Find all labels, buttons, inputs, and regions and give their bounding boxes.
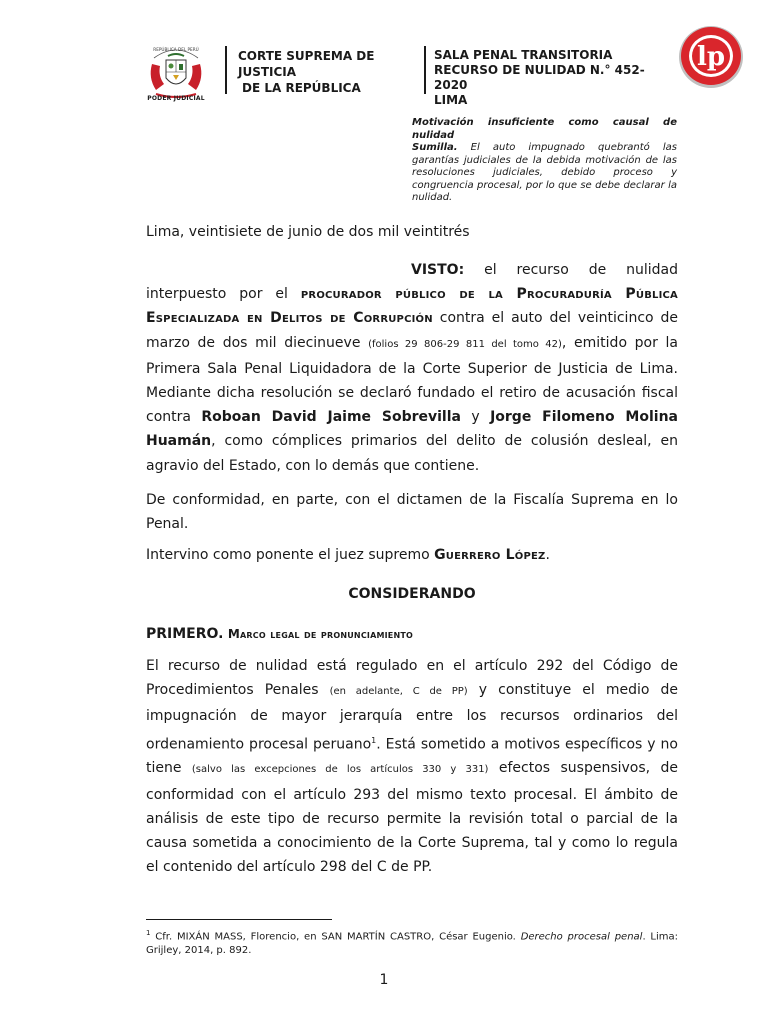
visto-label: VISTO: [411,262,465,278]
svg-text:lp: lp [696,42,726,72]
header-divider [424,46,426,94]
primero-paragraph [146,654,678,879]
ponente-end: . [545,547,550,563]
ponente-paragraph [146,543,678,567]
considerando-heading: CONSIDERANDO [348,586,476,602]
footnote-text-b: . Lima: Grijley, 2014, p. 892. [146,931,679,957]
p4-text-c: . Está sometido a motivos específicos y no tiene [146,736,678,777]
lp-logo [677,24,745,90]
footnote-ref[interactable]: 1 [371,735,377,745]
conformidad-paragraph: De conformidad, en parte, con el dictamen de la Fiscalía Suprema en lo Penal. [146,492,678,533]
sumilla-text: El auto impugnado quebrantó las garantías judiciales de la debida motivación de las resoluciones judiciales, debido proceso y congruencia procesal, por lo que se debe declarar la nulidad. [412,142,678,203]
primero-heading [146,622,678,646]
folios-reference: (folios 29 806-29 811 del tomo 42) [368,338,562,350]
page-number: 1 [379,972,389,988]
primero-title: Marco legal de pronunciamiento [227,627,414,641]
ponente-name: Guerrero López [434,547,546,563]
p1-text-d: , como cómplices primarios del delito de colusión desleal, en agravio del Estado, con lo demás que contiene. [146,433,678,474]
p4-text-a: El recurso de nulidad está regulado en el artículo 292 del Código de Procedimientos Penales [146,658,678,699]
sumilla-label: Sumilla. [412,142,458,153]
case-number: RECURSO DE NULIDAD N.° 452-2020 [434,63,645,92]
defendant-2: Jorge Filomeno Molina Huamán [146,409,678,450]
header-divider [225,46,227,94]
footnote-text-a: Cfr. MIXÁN MASS, Florencio, en SAN MARTÍN CASTRO, César Eugenio. [155,931,516,943]
ponente-text: Intervino como ponente el juez supremo [146,547,430,563]
case-city: LIMA [434,93,468,107]
p4-text-d: efectos suspensivos, de conformidad con el artículo 293 del mismo texto procesal. El ámbito de análisis de este tipo de recurso permite la revisión total o parcial de la causa sometida a conocimiento de la Corte Suprema, tal y como lo regula el contenido del artículo 298 del C de PP. [146,760,679,876]
footnote-book-title: Derecho procesal penal [520,931,643,943]
footnote [146,926,678,958]
case-info [434,48,654,108]
court-line-1: CORTE SUPREMA DE JUSTICIA [238,49,375,79]
defendant-1: Roboan David Jaime Sobrevilla [201,409,461,426]
primero-label: PRIMERO. [146,626,224,642]
p4-parenthetical-2: (salvo las excepciones de los artículos 330 y 331) [191,764,489,776]
court-name [238,48,423,96]
sumilla-title: Motivación insuficiente como causal de nulidad [412,117,677,141]
p4-text-b: y constituye el medio de impugnación de mayor jerarquía entre los recursos ordinarios del ordenamiento procesal peruano [146,682,678,753]
footnote-separator [146,919,332,920]
procurador-name: procurador público de la Procuraduría Pública Especializada en Delitos de Corrupción [146,286,678,327]
svg-text:REPÚBLICA DEL PERÚ: REPÚBLICA DEL PERÚ [153,47,199,52]
p4-parenthetical-1: (en adelante, C de PP) [329,686,468,698]
p1-text-b: contra el auto del veinticinco de marzo de dos mil diecinueve [146,310,679,351]
visto-line [146,258,678,282]
sala-name: SALA PENAL TRANSITORIA [434,48,613,62]
seal-caption: PODER JUDICIAL [147,95,205,102]
visto-paragraph [146,258,678,478]
resolution-date: Lima, veintisiete de junio de dos mil veintitrés [146,224,470,240]
sumilla-box [412,117,677,205]
court-line-2: DE LA REPÚBLICA [242,81,361,95]
p1-text-a: interpuesto por el [146,286,288,303]
visto-text: el recurso de nulidad [484,262,678,278]
footnote-number: 1 [146,929,151,937]
p1-text-c: , emitido por la Primera Sala Penal Liquidadora de la Corte Superior de Justicia de Lima. Mediante dicha resolución se declaró fundado el retiro de acusación fiscal contra [146,334,679,426]
p1-conjunction: y [471,409,480,426]
